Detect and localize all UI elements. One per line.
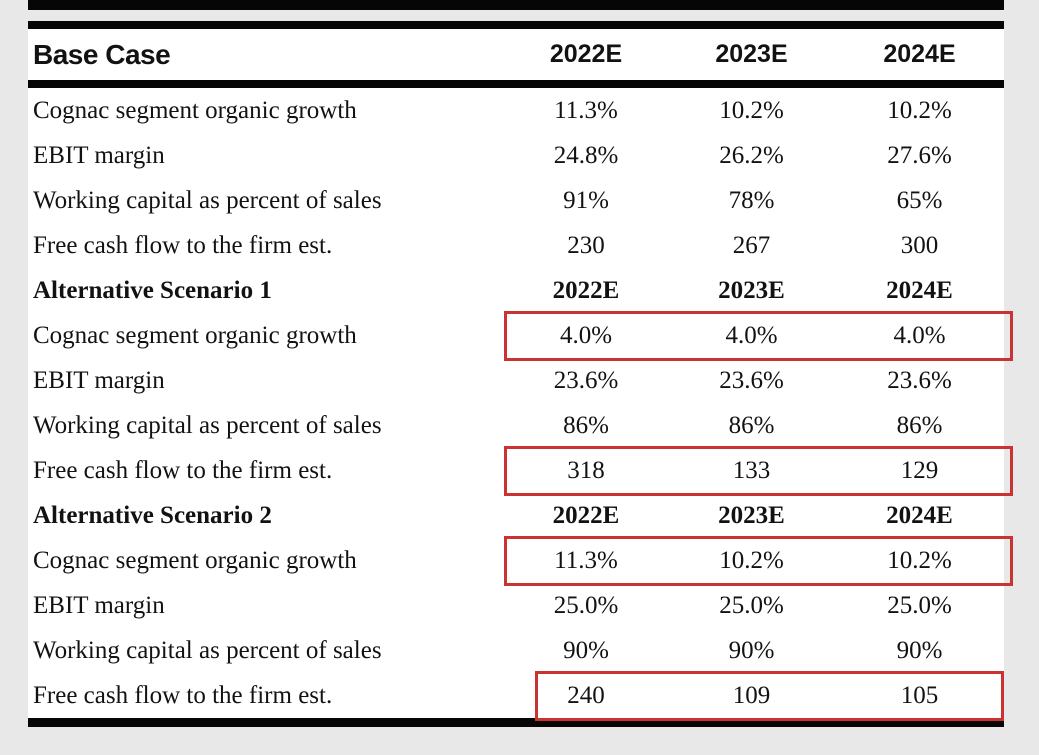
- row-label: Working capital as percent of sales: [33, 411, 382, 439]
- table-row: [28, 88, 1004, 133]
- table-row: [28, 178, 1004, 223]
- section-year-header: 2022E: [552, 276, 620, 304]
- value-cell: 4.0%: [559, 321, 613, 349]
- value-cell: 27.6%: [887, 141, 952, 169]
- value-cell: 129: [900, 456, 939, 484]
- value-cell: 86%: [896, 411, 943, 439]
- row-label: EBIT margin: [33, 591, 165, 619]
- table-row: [28, 448, 1004, 493]
- value-cell: 10.2%: [887, 546, 952, 574]
- year-column-header-2024e: 2024E: [883, 40, 956, 68]
- value-cell: 86%: [563, 411, 609, 439]
- value-cell: 230: [567, 231, 605, 259]
- table-row: [28, 223, 1004, 268]
- table-title: Base Case: [33, 38, 171, 70]
- value-cell: 90%: [896, 636, 943, 664]
- value-cell: 109: [732, 681, 771, 709]
- value-cell: 23.6%: [887, 366, 952, 394]
- value-cell: 24.8%: [553, 141, 619, 169]
- value-cell: 133: [732, 456, 771, 484]
- value-cell: 105: [900, 681, 939, 709]
- value-cell: 90%: [563, 636, 609, 664]
- table-row: [28, 673, 1004, 718]
- section-year-header: 2023E: [718, 276, 785, 304]
- table-row: [28, 403, 1004, 448]
- table-top-border-thin: [28, 21, 1004, 29]
- header-divider-rule: [28, 80, 1004, 88]
- scenario-table: [28, 0, 1004, 727]
- section-header-row: [28, 493, 1004, 538]
- table-row: [28, 358, 1004, 403]
- table-row: [28, 133, 1004, 178]
- table-body: [28, 88, 1004, 718]
- row-label: Cognac segment organic growth: [33, 546, 357, 574]
- table-row: [28, 538, 1004, 583]
- value-cell: 10.2%: [887, 96, 952, 124]
- value-cell: 91%: [563, 186, 609, 214]
- row-label: Free cash flow to the firm est.: [33, 681, 333, 709]
- row-label: Working capital as percent of sales: [33, 186, 382, 214]
- value-cell: 25.0%: [887, 591, 952, 619]
- row-label: Working capital as percent of sales: [33, 636, 382, 664]
- value-cell: 4.0%: [725, 321, 778, 349]
- row-label: Cognac segment organic growth: [33, 321, 357, 349]
- section-title: Alternative Scenario 1: [33, 276, 272, 304]
- row-label: EBIT margin: [33, 141, 165, 169]
- value-cell: 78%: [728, 186, 775, 214]
- value-cell: 90%: [728, 636, 775, 664]
- value-cell: 23.6%: [719, 366, 784, 394]
- table-header-row: [28, 29, 1004, 80]
- section-year-header: 2023E: [718, 501, 785, 529]
- value-cell: 240: [567, 681, 605, 709]
- value-cell: 4.0%: [893, 321, 946, 349]
- section-header-row: [28, 268, 1004, 313]
- table-top-border-thick: [28, 0, 1004, 10]
- value-cell: 65%: [896, 186, 943, 214]
- section-title: Alternative Scenario 2: [33, 501, 272, 529]
- section-year-header: 2024E: [886, 501, 953, 529]
- row-label: Free cash flow to the firm est.: [33, 231, 333, 259]
- section-year-header: 2024E: [886, 276, 953, 304]
- value-cell: 86%: [728, 411, 775, 439]
- table-row: [28, 628, 1004, 673]
- value-cell: 267: [732, 231, 771, 259]
- value-cell: 26.2%: [719, 141, 784, 169]
- row-label: Cognac segment organic growth: [33, 96, 357, 124]
- value-cell: 25.0%: [719, 591, 784, 619]
- row-label: Free cash flow to the firm est.: [33, 456, 333, 484]
- row-label: EBIT margin: [33, 366, 165, 394]
- value-cell: 23.6%: [553, 366, 619, 394]
- year-column-header-2023e: 2023E: [715, 40, 788, 68]
- value-cell: 10.2%: [719, 96, 784, 124]
- value-cell: 318: [567, 456, 605, 484]
- section-year-header: 2022E: [552, 501, 620, 529]
- value-cell: 11.3%: [554, 96, 618, 124]
- value-cell: 300: [900, 231, 939, 259]
- value-cell: 10.2%: [719, 546, 784, 574]
- value-cell: 25.0%: [553, 591, 619, 619]
- year-column-header-2022e: 2022E: [549, 40, 623, 68]
- table-row: [28, 313, 1004, 358]
- value-cell: 11.3%: [554, 546, 618, 574]
- table-row: [28, 583, 1004, 628]
- table-bottom-border: [28, 718, 1004, 727]
